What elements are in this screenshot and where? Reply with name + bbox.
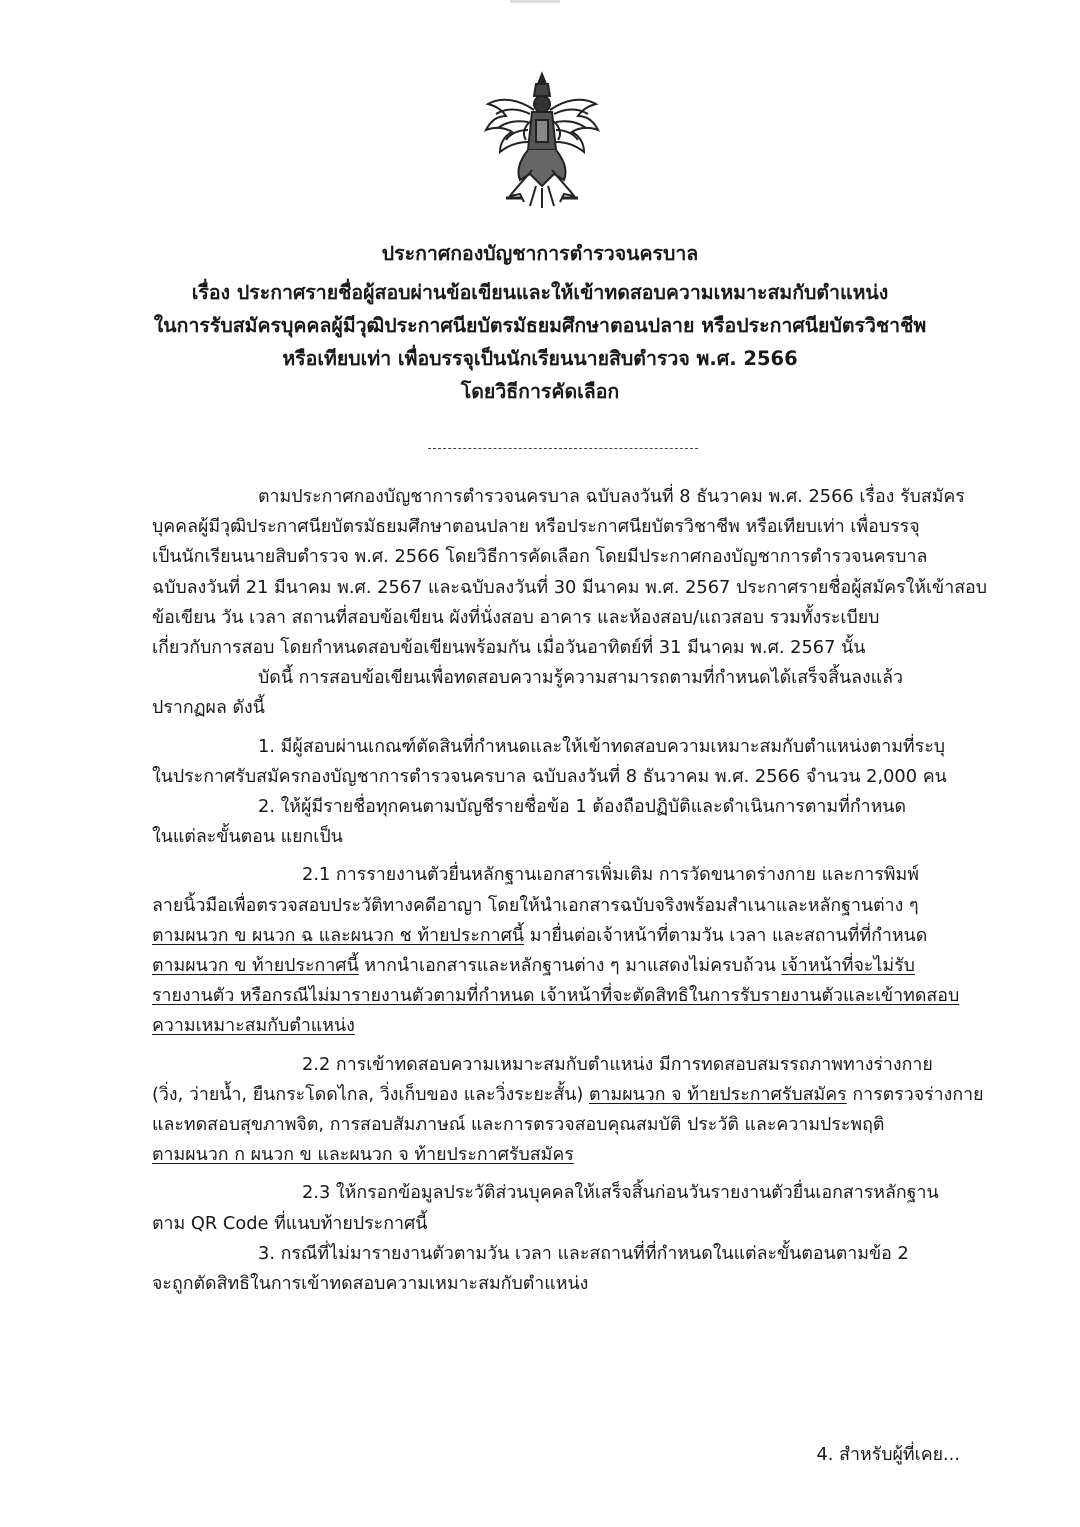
text-line: ตาม QR Code ที่แนบท้ายประกาศนี้	[152, 1212, 428, 1234]
text-line: 3. กรณีที่ไม่มารายงานตัวตามวัน เวลา และสถานที่ที่กำหนดในแต่ละขั้นตอนตามข้อ 2	[258, 1242, 909, 1264]
document-body	[152, 482, 988, 1299]
item-2	[152, 792, 976, 852]
underlined-text: ตามผนวก ข ผนวก ฉ และผนวก ช ท้ายประกาศนี้	[152, 924, 525, 946]
text-line: และทดสอบสุขภาพจิต, การสอบสัมภาษณ์ และการตรวจสอบคุณสมบัติ ประวัติ และความประพฤติ	[152, 1114, 885, 1136]
underlined-text: ตามผนวก ก ผนวก ข และผนวก จ ท้ายประกาศรับสมัคร	[152, 1144, 574, 1166]
continuation-note: 4. สำหรับผู้ที่เคย...	[816, 1444, 960, 1465]
announcement-subject-line: โดยวิธีการคัดเลือก	[460, 380, 620, 403]
item-2-2	[152, 1050, 984, 1171]
paragraph-intro	[152, 482, 988, 663]
text-line: ข้อเขียน วัน เวลา สถานที่สอบข้อเขียน ผังที่นั่งสอบ อาคาร และห้องสอบ/แถวสอบ รวมทั้งระเบียบ	[152, 606, 880, 628]
paragraph-result	[152, 663, 976, 723]
top-edge-mark	[510, 0, 560, 8]
text-line	[152, 1080, 984, 1110]
underlined-text: เจ้าหน้าที่จะไม่รับ	[781, 955, 915, 977]
text-line: ในแต่ละขั้นตอน แยกเป็น	[152, 826, 343, 848]
item-3	[152, 1239, 976, 1299]
text-line: เกี่ยวกับการสอบ โดยกำหนดสอบข้อเขียนพร้อมกัน เมื่อวันอาทิตย์ที่ 31 มีนาคม พ.ศ. 2567 นั้น	[152, 637, 866, 659]
garuda-emblem-icon	[480, 70, 605, 210]
text-line: ปรากฏผล ดังนี้	[152, 697, 265, 719]
text-line: 2.1 การรายงานตัวยื่นหลักฐานเอกสารเพิ่มเติม การวัดขนาดร่างกาย และการพิมพ์	[302, 864, 919, 886]
text-run: (วิ่ง, ว่ายน้ำ, ยืนกระโดดไกล, วิ่งเก็บของ และวิ่งระยะสั้น)	[152, 1083, 589, 1105]
item-2-1	[152, 860, 976, 1041]
item-2-3	[152, 1178, 976, 1238]
text-line: ตามประกาศกองบัญชาการตำรวจนครบาล ฉบับลงวันที่ 8 ธันวาคม พ.ศ. 2566 เรื่อง รับสมัคร	[258, 486, 965, 507]
announcement-subject-line: เรื่อง ประกาศรายชื่อผู้สอบผ่านข้อเขียนและให้เข้าทดสอบความเหมาะสมกับตำแหน่ง	[191, 281, 889, 304]
text-line: 1. มีผู้สอบผ่านเกณฑ์ตัดสินที่กำหนดและให้เข้าทดสอบความเหมาะสมกับตำแหน่งตามที่ระบุ	[258, 735, 946, 757]
title-block	[130, 237, 950, 408]
text-line: จะถูกตัดสิทธิในการเข้าทดสอบความเหมาะสมกับตำแหน่ง	[152, 1273, 589, 1295]
text-line: 2.3 ให้กรอกข้อมูลประวัติส่วนบุคคลให้เสร็จสิ้นก่อนวันรายงานตัวยื่นเอกสารหลักฐาน	[302, 1182, 939, 1204]
text-line	[152, 1140, 976, 1170]
underlined-text: ตามผนวก จ ท้ายประกาศรับสมัคร	[588, 1083, 847, 1105]
underlined-text: รายงานตัว หรือกรณีไม่มารายงานตัวตามที่กำหนด เจ้าหน้าที่จะตัดสิทธิในการรับรายงานตัวและเข้าทดสอบ	[152, 985, 960, 1007]
text-line: ในประกาศรับสมัครกองบัญชาการตำรวจนครบาล ฉบับลงวันที่ 8 ธันวาคม พ.ศ. 2566 จำนวน 2,000 คน	[152, 765, 947, 787]
title-divider	[428, 448, 698, 449]
text-line	[152, 921, 976, 951]
text-line: บัดนี้ การสอบข้อเขียนเพื่อทดสอบความรู้ความสามารถตามที่กำหนดได้เสร็จสิ้นลงแล้ว	[258, 667, 904, 689]
text-line: บุคคลผู้มีวุฒิประกาศนียบัตรมัธยมศึกษาตอนปลาย หรือประกาศนียบัตรวิชาชีพ หรือเทียบเท่า เพื่อบรรจุ	[152, 516, 920, 538]
text-line	[152, 951, 976, 981]
text-run: มายื่นต่อเจ้าหน้าที่ตามวัน เวลา และสถานที่ที่กำหนด	[524, 924, 928, 946]
announcement-subject-line: ในการรับสมัครบุคคลผู้มีวุฒิประกาศนียบัตรมัธยมศึกษาตอนปลาย หรือประกาศนียบัตรวิชาชีพ	[153, 314, 927, 337]
text-line	[152, 1011, 976, 1041]
text-line: ลายนิ้วมือเพื่อตรวจสอบประวัติทางคดีอาญา โดยให้นำเอกสารฉบับจริงพร้อมสำเนาและหลักฐานต่าง ๆ	[152, 894, 919, 916]
text-line: เป็นนักเรียนนายสิบตำรวจ พ.ศ. 2566 โดยวิธีการคัดเลือก โดยมีประกาศกองบัญชาการตำรวจนครบาล	[152, 546, 928, 568]
text-run: หากนำเอกสารและหลักฐานต่าง ๆ มาแสดงไม่ครบถ้วน	[358, 955, 782, 977]
text-line: 2. ให้ผู้มีรายชื่อทุกคนตามบัญชีรายชื่อข้อ 1 ต้องถือปฏิบัติและดำเนินการตามที่กำหนด	[258, 796, 906, 818]
announcement-org: ประกาศกองบัญชาการตำรวจนครบาล	[381, 242, 699, 265]
text-line: ฉบับลงวันที่ 21 มีนาคม พ.ศ. 2567 และฉบับลงวันที่ 30 มีนาคม พ.ศ. 2567 ประกาศรายชื่อผู้สมัครให้เข้าสอบ	[152, 576, 988, 598]
text-line: 2.2 การเข้าทดสอบความเหมาะสมกับตำแหน่ง มีการทดสอบสมรรถภาพทางร่างกาย	[302, 1053, 933, 1075]
announcement-subject-line: หรือเทียบเท่า เพื่อบรรจุเป็นนักเรียนนายสิบตำรวจ พ.ศ. 2566	[282, 347, 798, 370]
text-run: การตรวจร่างกาย	[846, 1083, 984, 1105]
underlined-text: ความเหมาะสมกับตำแหน่ง	[152, 1015, 355, 1037]
underlined-text: ตามผนวก ข ท้ายประกาศนี้	[152, 955, 359, 977]
item-1	[152, 732, 976, 792]
